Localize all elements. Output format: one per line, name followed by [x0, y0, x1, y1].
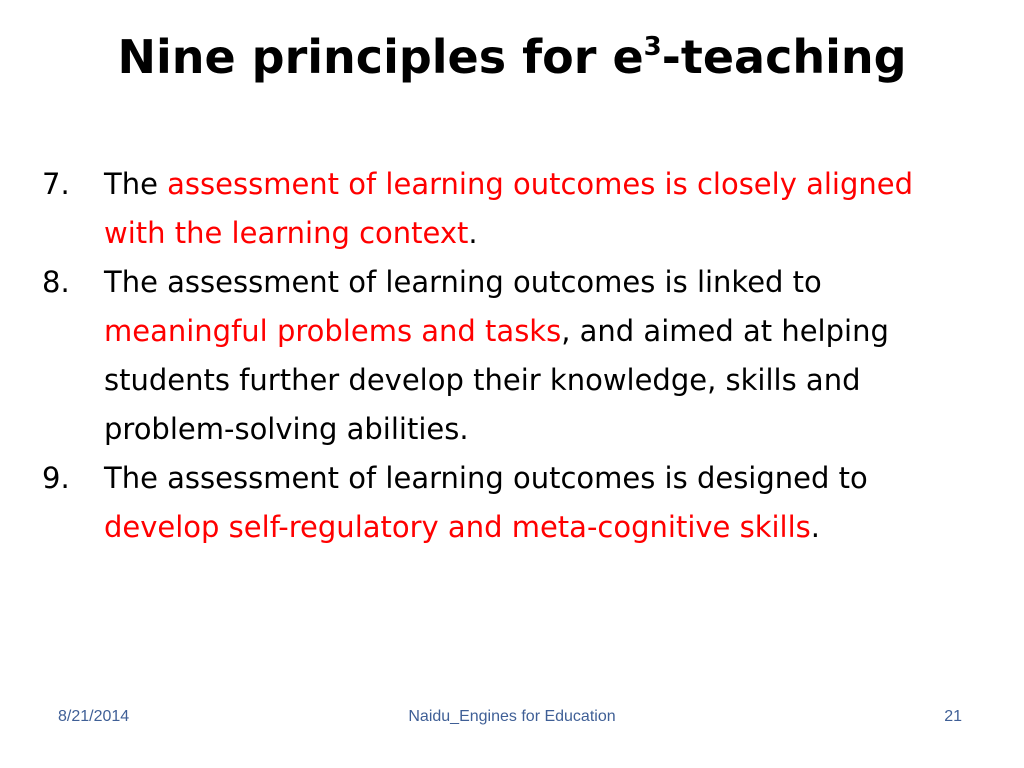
item-highlight: develop self-regulatory and meta-cognitive skills	[104, 510, 811, 544]
title-text: Nine principles for e	[117, 30, 644, 84]
principles-list	[42, 160, 962, 552]
footer-date: 8/21/2014	[58, 708, 130, 725]
item-highlight: meaningful problems and tasks	[104, 314, 562, 348]
item-number: 9.	[42, 461, 70, 495]
list-item	[42, 454, 962, 552]
item-text: The assessment of learning outcomes is designed to	[104, 461, 868, 495]
item-number: 7.	[42, 167, 70, 201]
title-superscript: 3	[643, 32, 662, 62]
item-text-end: .	[468, 216, 478, 250]
title-suffix: -teaching	[661, 30, 907, 84]
item-text: The assessment of learning outcomes is linked to	[104, 265, 822, 299]
item-number: 8.	[42, 265, 70, 299]
footer-center-text: Naidu_Engines for Education	[408, 708, 616, 725]
list-item	[42, 258, 962, 454]
list-item	[42, 160, 962, 258]
item-text: The	[104, 167, 168, 201]
slide-title	[0, 30, 1024, 85]
item-text-end: , and aimed at helping students further develop their knowledge, skills and problem-solving abilities.	[104, 314, 889, 446]
slide-number: 21	[944, 708, 962, 725]
item-text-end: .	[810, 510, 820, 544]
item-highlight: assessment of learning outcomes is closely aligned with the learning context	[104, 167, 913, 250]
